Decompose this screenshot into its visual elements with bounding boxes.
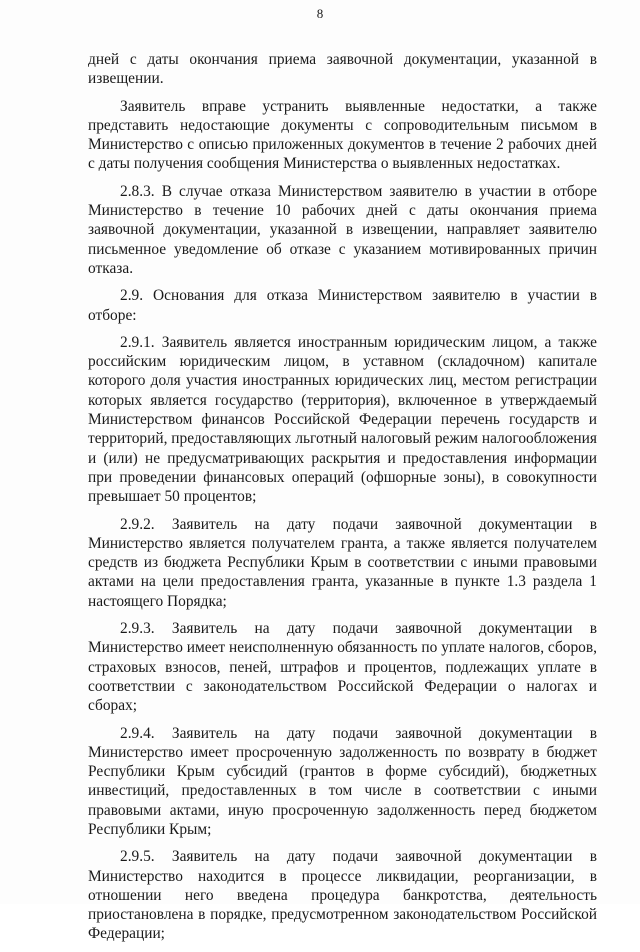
paragraph-2-8-3: 2.8.3. В случае отказа Министерством заявителю в участии в отборе Министерство в течение 10 рабочих дней с даты окончания приема заявочной документации, указанной в извещении, направляет заявителю письменное уведомление об отказе с указанием мотивированных причин отказа.	[88, 182, 597, 277]
paragraph-2-9-1: 2.9.1. Заявитель является иностранным юридическим лицом, а также российским юридическим лицом, в уставном (складочном) капитале которого доля участия иностранных юридических лиц, местом регистрации которых является государство (территория), включенное в утверждаемый Министерством финансов Российской Федерации перечень государств и территорий, предоставляющих льготный налоговый режим налогообложения и (или) не предусматривающих раскрытия и предоставления информации при проведении финансовых операций (офшорные зоны), в совокупности превышает 50 процентов;	[88, 333, 597, 506]
paragraph-2-9-2: 2.9.2. Заявитель на дату подачи заявочной документации в Министерство является получателем гранта, а также является получателем средств из бюджета Республики Крым в соответствии с иными правовыми актами на цели предоставления гранта, указанные в пункте 1.3 раздела 1 настоящего Порядка;	[88, 515, 597, 610]
paragraph-2-9: 2.9. Основания для отказа Министерством заявителю в участии в отборе:	[88, 287, 597, 324]
document-body	[88, 50, 597, 952]
paragraph-2-9-3: 2.9.3. Заявитель на дату подачи заявочной документации в Министерство имеет неисполненную обязанность по уплате налогов, сборов, страховых взносов, пеней, штрафов и процентов, подлежащих уплате в соответствии с законодательством Российской Федерации о налогах и сборах;	[88, 620, 597, 715]
paragraph-2-9-5: 2.9.5. Заявитель на дату подачи заявочной документации в Министерство находится в процессе ликвидации, реорганизации, в отношении него введена процедура банкротства, деятельность приостановлена в порядке, предусмотренном законодательством Российской Федерации;	[88, 848, 597, 943]
paragraph-applicant-right: Заявитель вправе устранить выявленные недостатки, а также представить недостающие документы с сопроводительным письмом в Министерство с описью приложенных документов в течение 2 рабочих дней с даты получения сообщения Министерства о выявленных недостатках.	[88, 97, 597, 173]
page-number: 8	[316, 6, 324, 21]
paragraph-continuation: дней с даты окончания приема заявочной документации, указанной в извещении.	[88, 51, 597, 88]
paragraph-2-9-4: 2.9.4. Заявитель на дату подачи заявочной документации в Министерство имеет просроченную задолженность по возврату в бюджет Республики Крым субсидий (грантов в форме субсидий), бюджетных инвестиций, предоставленных в том числе в соответствии с иными правовыми актами, иную просроченную задолженность перед бюджетом Республики Крым;	[88, 724, 597, 838]
